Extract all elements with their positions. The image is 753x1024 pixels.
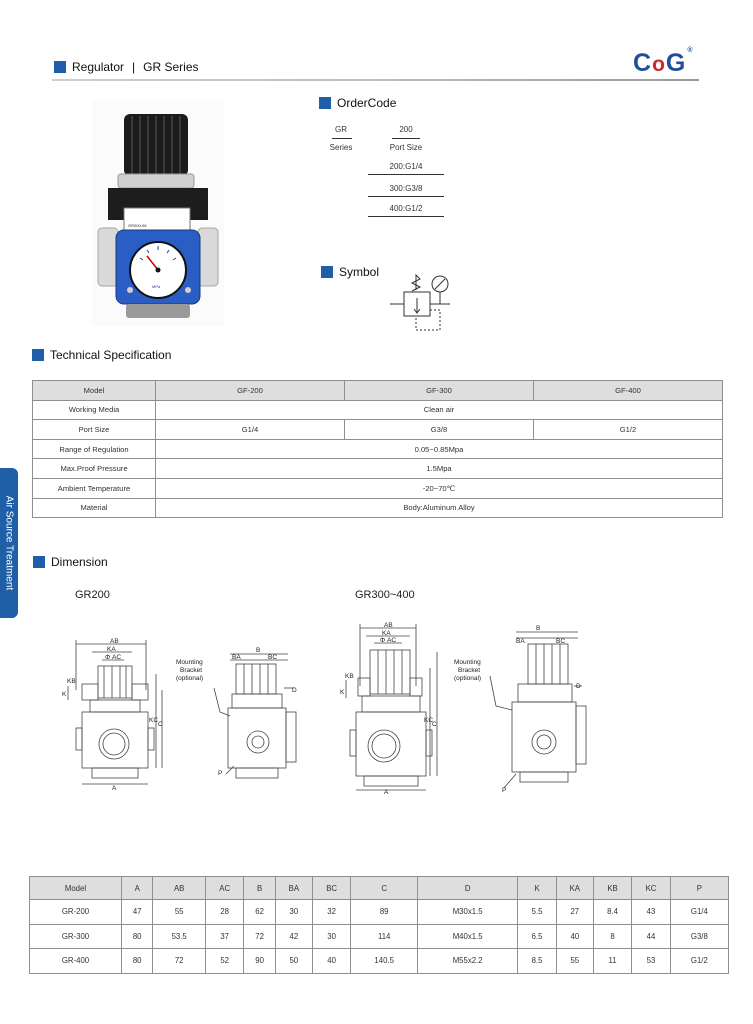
table-header: BC <box>312 877 350 900</box>
table-cell: G3/8 <box>345 420 534 440</box>
svg-text:Φ AC: Φ AC <box>380 637 397 644</box>
table-cell: 40 <box>556 924 593 949</box>
ordercode-option: 200:G1/4 <box>389 162 423 171</box>
table-cell: 43 <box>632 900 670 925</box>
ordercode-series-code: GR <box>335 125 347 134</box>
table-cell: 90 <box>244 949 275 974</box>
table-cell: 114 <box>351 924 418 949</box>
table-header: GF-300 <box>345 381 534 401</box>
svg-text:Mounting: Mounting <box>176 659 203 666</box>
ordercode-tick <box>392 138 420 139</box>
table-header-row <box>33 381 723 401</box>
gr200-side-drawing <box>174 644 306 786</box>
ordercode-tick <box>332 138 352 139</box>
ordercode-option-line <box>368 216 444 217</box>
header-series: GR Series <box>143 60 199 74</box>
table-cell: 44 <box>632 924 670 949</box>
page-header <box>54 60 199 74</box>
table-header: A <box>121 877 152 900</box>
ordercode-option: 300:G3/8 <box>389 184 423 193</box>
table-header: GF-400 <box>534 381 723 401</box>
svg-text:BC: BC <box>268 654 278 661</box>
svg-text:BC: BC <box>556 638 566 645</box>
svg-text:AB: AB <box>110 638 119 645</box>
table-cell: 53.5 <box>153 924 206 949</box>
table-header: D <box>417 877 517 900</box>
row-label: Range of Regulation <box>33 439 156 459</box>
header-divider <box>52 79 699 81</box>
ordercode-option-line <box>368 196 444 197</box>
table-cell: 5.5 <box>518 900 556 925</box>
svg-text:(optional): (optional) <box>454 675 482 682</box>
table-header: GF-200 <box>156 381 345 401</box>
table-cell: 55 <box>153 900 206 925</box>
dimension-table <box>29 876 729 974</box>
svg-text:C: C <box>158 721 163 728</box>
table-cell: 8.4 <box>593 900 631 925</box>
svg-text:A: A <box>384 789 389 794</box>
table-header-row <box>30 877 729 900</box>
table-header: K <box>518 877 556 900</box>
table-header: KA <box>556 877 593 900</box>
section-marker-icon <box>54 61 66 73</box>
svg-text:P: P <box>502 787 507 794</box>
table-cell: 140.5 <box>351 949 418 974</box>
table-cell: 55 <box>556 949 593 974</box>
table-cell: 30 <box>312 924 350 949</box>
table-cell: GR-200 <box>30 900 122 925</box>
table-cell: -20~70℃ <box>156 478 723 498</box>
section-marker-icon <box>33 556 45 568</box>
table-cell: 37 <box>205 924 243 949</box>
gr300-front-drawing <box>340 618 446 794</box>
table-cell: 27 <box>556 900 593 925</box>
table-header: KB <box>593 877 631 900</box>
svg-text:KB: KB <box>67 678 76 685</box>
svg-text:D: D <box>292 687 297 694</box>
table-row <box>33 400 723 420</box>
svg-text:MPa: MPa <box>152 284 161 289</box>
section-marker-icon <box>319 97 331 109</box>
table-cell: G3/8 <box>670 924 728 949</box>
dimension-heading: Dimension <box>33 555 108 569</box>
table-row <box>30 949 729 974</box>
header-separator: | <box>132 60 136 74</box>
section-marker-icon <box>32 349 44 361</box>
svg-text:AB: AB <box>384 622 393 629</box>
brand-logo: CoG® <box>633 47 694 77</box>
row-label: Port Size <box>33 420 156 440</box>
svg-text:D: D <box>576 683 581 690</box>
table-header: B <box>244 877 275 900</box>
ordercode-heading: OrderCode <box>319 96 396 110</box>
svg-text:A: A <box>112 785 117 790</box>
table-cell: 32 <box>312 900 350 925</box>
svg-text:K: K <box>340 689 345 696</box>
table-cell: 8.5 <box>518 949 556 974</box>
table-cell: M30x1.5 <box>417 900 517 925</box>
ordercode-port-label: Port Size <box>389 143 423 152</box>
table-header: C <box>351 877 418 900</box>
table-cell: 1.5Mpa <box>156 459 723 479</box>
table-row <box>33 498 723 518</box>
ordercode-series-label: Series <box>329 143 353 152</box>
dimension-model-left: GR200 <box>75 589 110 601</box>
svg-text:B: B <box>536 625 541 632</box>
row-label: Ambient Temperature <box>33 478 156 498</box>
table-row <box>33 478 723 498</box>
table-header: Model <box>33 381 156 401</box>
svg-text:P: P <box>218 770 223 777</box>
svg-text:Φ AC: Φ AC <box>105 654 122 661</box>
table-cell: 42 <box>275 924 312 949</box>
gr200-front-drawing <box>62 636 172 790</box>
table-cell: 53 <box>632 949 670 974</box>
section-marker-icon <box>321 266 333 278</box>
table-row <box>33 439 723 459</box>
table-cell: 40 <box>312 949 350 974</box>
row-label: Max.Proof Pressure <box>33 459 156 479</box>
ordercode-port-code: 200 <box>399 125 413 134</box>
table-row <box>33 459 723 479</box>
table-cell: 50 <box>275 949 312 974</box>
header-title: Regulator <box>72 60 125 74</box>
svg-text:K: K <box>62 691 67 698</box>
table-cell: 47 <box>121 900 152 925</box>
table-cell: G1/2 <box>670 949 728 974</box>
table-header: AB <box>153 877 206 900</box>
svg-text:Mounting: Mounting <box>454 659 481 666</box>
table-cell: 72 <box>244 924 275 949</box>
table-header: P <box>670 877 728 900</box>
table-cell: G1/2 <box>534 420 723 440</box>
svg-text:KA: KA <box>107 646 116 653</box>
svg-text:BA: BA <box>516 638 525 645</box>
row-label: Working Media <box>33 400 156 420</box>
table-cell: 62 <box>244 900 275 925</box>
table-cell: 6.5 <box>518 924 556 949</box>
side-tab-label: Air Source Treatment <box>3 495 15 591</box>
dimension-model-right: GR300~400 <box>355 589 415 601</box>
svg-text:(optional): (optional) <box>176 675 204 682</box>
row-label: Material <box>33 498 156 518</box>
table-cell: 52 <box>205 949 243 974</box>
table-cell: 11 <box>593 949 631 974</box>
gr300-side-drawing <box>452 622 592 794</box>
svg-text:Bracket: Bracket <box>180 667 203 674</box>
svg-text:KC: KC <box>149 717 159 724</box>
table-cell: Body:Aluminum Alloy <box>156 498 723 518</box>
table-cell: G1/4 <box>156 420 345 440</box>
side-category-tab[interactable] <box>0 468 18 618</box>
svg-text:C: C <box>432 721 437 728</box>
product-label: GR200-06 <box>128 223 147 228</box>
svg-text:Bracket: Bracket <box>458 667 481 674</box>
techspec-heading: Technical Specification <box>32 348 171 362</box>
table-row <box>30 900 729 925</box>
table-cell: Clean air <box>156 400 723 420</box>
table-cell: 80 <box>121 949 152 974</box>
svg-text:BA: BA <box>232 654 241 661</box>
table-cell: M40x1.5 <box>417 924 517 949</box>
table-cell: GR-400 <box>30 949 122 974</box>
ordercode-option: 400:G1/2 <box>389 204 423 213</box>
table-cell: G1/4 <box>670 900 728 925</box>
svg-text:KC: KC <box>424 717 434 724</box>
table-cell: M55x2.2 <box>417 949 517 974</box>
symbol-heading: Symbol <box>321 265 379 279</box>
table-row <box>33 420 723 440</box>
table-cell: 89 <box>351 900 418 925</box>
table-row <box>30 924 729 949</box>
table-cell: 72 <box>153 949 206 974</box>
table-header: AC <box>205 877 243 900</box>
svg-text:KA: KA <box>382 630 391 637</box>
regulator-symbol-icon <box>388 272 458 334</box>
table-cell: 80 <box>121 924 152 949</box>
table-cell: 30 <box>275 900 312 925</box>
ordercode-option-line <box>368 174 444 175</box>
table-cell: 0.05~0.85Mpa <box>156 439 723 459</box>
techspec-table <box>32 380 723 518</box>
table-header: KC <box>632 877 670 900</box>
table-cell: 28 <box>205 900 243 925</box>
table-cell: 8 <box>593 924 631 949</box>
table-header: Model <box>30 877 122 900</box>
svg-text:KB: KB <box>345 673 354 680</box>
table-cell: GR-300 <box>30 924 122 949</box>
product-photo <box>92 100 224 326</box>
table-header: BA <box>275 877 312 900</box>
svg-text:B: B <box>256 647 261 654</box>
